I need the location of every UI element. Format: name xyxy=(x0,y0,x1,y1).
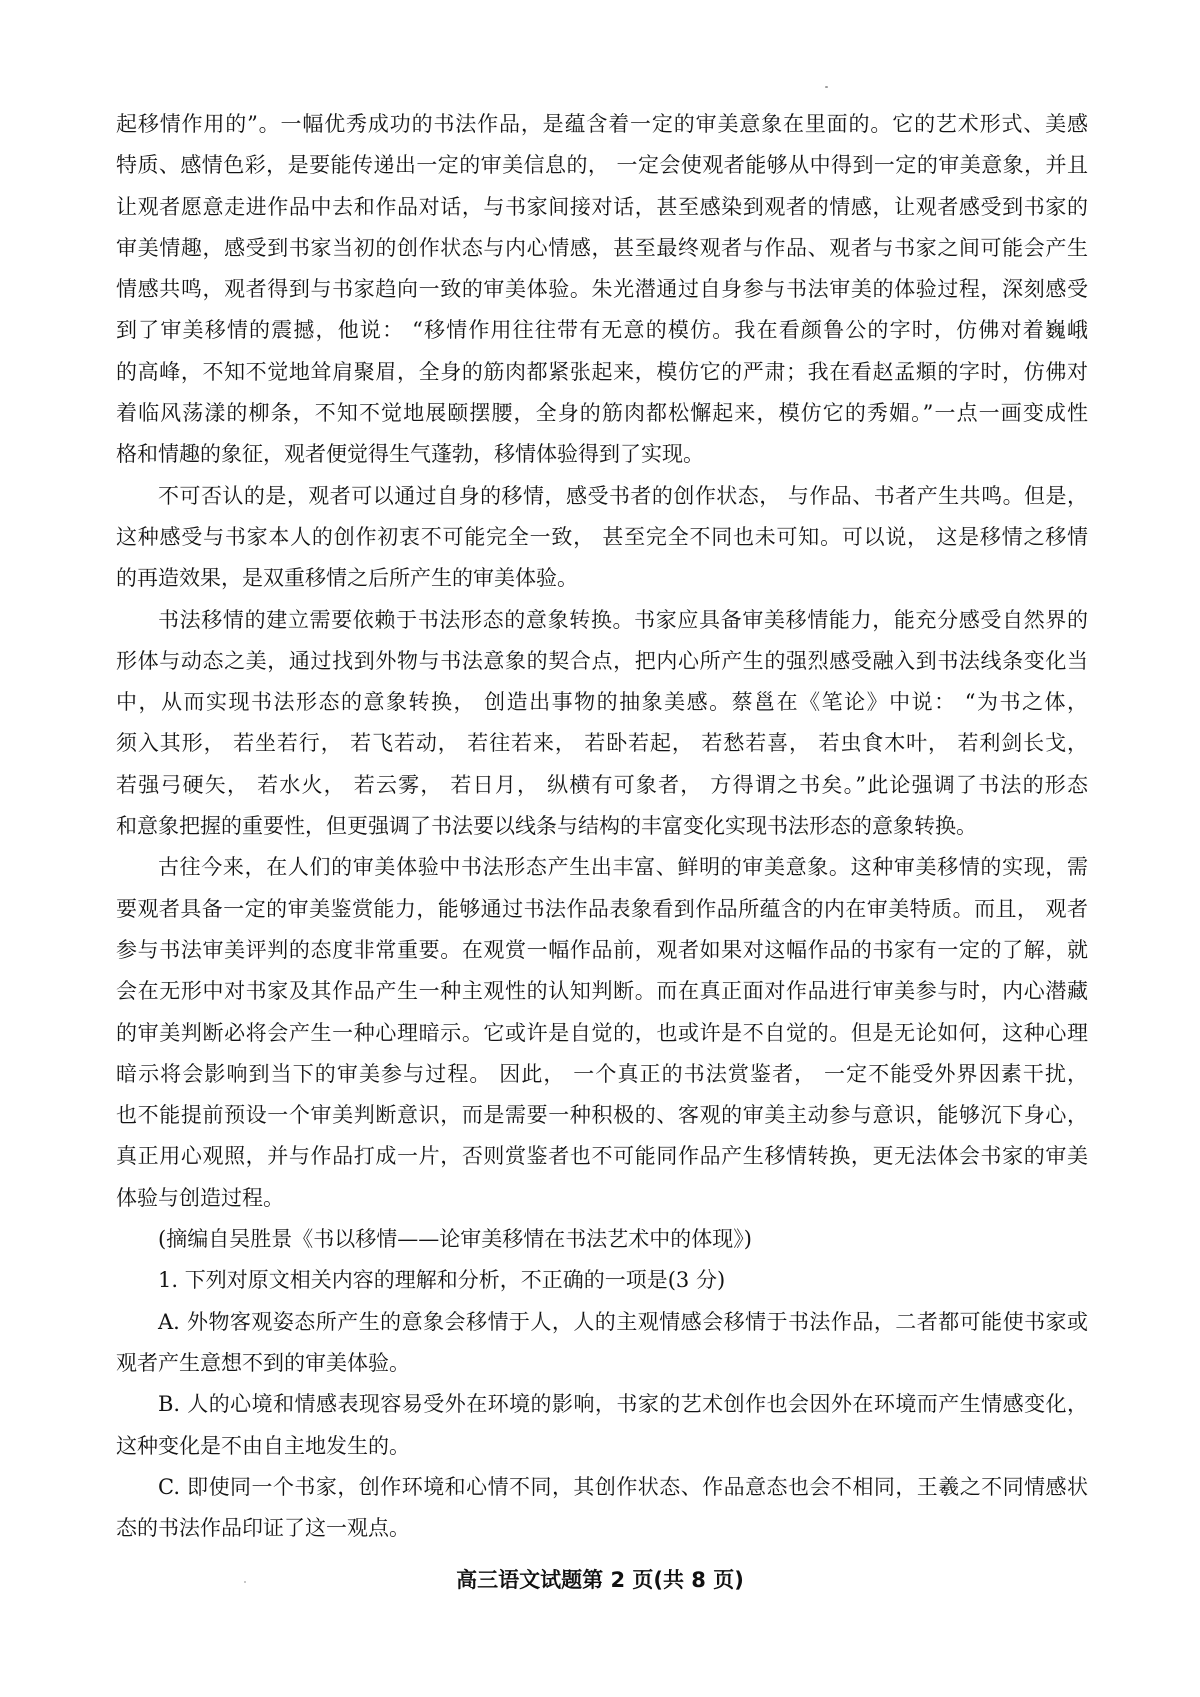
text-line: 审美情趣，感受到书家当初的创作状态与内心情感，甚至最终观者与作品、观者与书家之间可能会产生 xyxy=(116,235,1088,260)
text-line: 起移情作用的”。一幅优秀成功的书法作品，是蕴含着一定的审美意象在里面的。它的艺术形式、美感 xyxy=(116,112,1088,136)
text-line: 体验与创造过程。 xyxy=(116,1185,284,1210)
text-line: 情感共鸣，观者得到与书家趋向一致的审美体验。朱光潜通过自身参与书法审美的体验过程，深刻感受 xyxy=(116,277,1088,302)
page-footer: 高三语文试题第 2 页(共 8 页) xyxy=(456,1568,744,1592)
text-line: 的再造效果，是双重移情之后所产生的审美体验。 xyxy=(116,566,578,591)
text-line: 书法移情的建立需要依赖于书法形态的意象转换。书家应具备审美移情能力，能充分感受自然界的 xyxy=(158,607,1088,632)
text-line: 态的书法作品印证了这一观点。 xyxy=(116,1516,410,1541)
text-line: 若强弓硬矢， 若水火， 若云雾， 若日月， 纵横有可象者， 方得谓之书矣。”此论强调了书法的形态 xyxy=(116,772,1088,797)
text-line: 观者产生意想不到的审美体验。 xyxy=(116,1350,410,1375)
text-line: 这种感受与书家本人的创作初衷不可能完全一致， 甚至完全不同也未可知。可以说， 这是移情之移情 xyxy=(116,524,1088,549)
reading-passage xyxy=(116,104,1088,1260)
text-line: 到了审美移情的震撼，他说： “移情作用往往带有无意的模仿。我在看颜鲁公的字时，仿佛对着巍峨 xyxy=(116,318,1088,343)
text-line: 格和情趣的象征，观者便觉得生气蓬勃，移情体验得到了实现。 xyxy=(116,442,704,467)
text-line: 也不能提前预设一个审美判断意识，而是需要一种积极的、客观的审美主动参与意识，能够沉下身心， xyxy=(116,1103,1088,1128)
text-line: 的高峰，不知不觉地耸肩聚眉，全身的筋肉都紧张起来，模仿它的严肃；我在看赵孟頫的字时，仿佛对 xyxy=(116,359,1088,384)
passage-source xyxy=(116,1219,1088,1260)
option-a xyxy=(116,1302,1088,1385)
text-line: 不可否认的是，观者可以通过自身的移情，感受书者的创作状态， 与作品、书者产生共鸣。但是， xyxy=(158,483,1088,508)
question-stem xyxy=(116,1260,1088,1301)
text-line: 古往今来，在人们的审美体验中书法形态产生出丰富、鲜明的审美意象。这种审美移情的实现，需 xyxy=(158,855,1088,880)
text-line: 1. 下列对原文相关内容的理解和分析，不正确的一项是(3 分) xyxy=(158,1268,726,1293)
text-line: 暗示将会影响到当下的审美参与过程。 因此， 一个真正的书法赏鉴者， 一定不能受外界因素干扰， xyxy=(116,1061,1088,1086)
passage-paragraph-3 xyxy=(116,600,1088,848)
passage-paragraph-4 xyxy=(116,847,1088,1219)
text-line: 形体与动态之美，通过找到外物与书法意象的契合点，把内心所产生的强烈感受融入到书法线条变化当 xyxy=(116,648,1088,673)
text-line: 让观者愿意走进作品中去和作品对话，与书家间接对话，甚至感染到观者的情感，让观者感受到书家的 xyxy=(116,194,1088,219)
text-line: 这种变化是不由自主地发生的。 xyxy=(116,1433,410,1458)
text-line: 的审美判断必将会产生一种心理暗示。它或许是自觉的，也或许是不自觉的。但是无论如何，这种心理 xyxy=(116,1020,1088,1045)
text-line: 会在无形中对书家及其作品产生一种主观性的认知判断。而在真正面对作品进行审美参与时，内心潜藏 xyxy=(116,979,1088,1004)
text-line: (摘编自吴胜景《书以移情——论审美移情在书法艺术中的体现》) xyxy=(158,1227,752,1252)
text-line: C. 即使同一个书家，创作环境和心情不同，其创作状态、作品意态也会不相同，王羲之不同情感状 xyxy=(158,1474,1088,1499)
text-line: 和意象把握的重要性，但更强调了书法要以线条与结构的丰富变化实现书法形态的意象转换。 xyxy=(116,814,977,839)
passage-paragraph-1 xyxy=(116,104,1088,476)
option-b xyxy=(116,1384,1088,1467)
text-line: 中，从而实现书法形态的意象转换， 创造出事物的抽象美感。蔡邕在《笔论》中说： “为书之体， xyxy=(116,690,1088,715)
text-line: 须入其形， 若坐若行， 若飞若动， 若往若来， 若卧若起， 若愁若喜， 若虫食木叶， 若利剑长戈， xyxy=(116,731,1088,756)
text-line: B. 人的心境和情感表现容易受外在环境的影响，书家的艺术创作也会因外在环境而产生情感变化， xyxy=(158,1392,1088,1417)
text-line: 要观者具备一定的审美鉴赏能力，能够通过书法作品表象看到作品所蕴含的内在审美特质。而且， 观者 xyxy=(116,896,1088,921)
scan-speck xyxy=(825,86,828,88)
question-1 xyxy=(116,1260,1088,1549)
text-line: 真正用心观照，并与作品打成一片，否则赏鉴者也不可能同作品产生移情转换，更无法体会书家的审美 xyxy=(116,1144,1088,1169)
text-line: A. 外物客观姿态所产生的意象会移情于人，人的主观情感会移情于书法作品，二者都可能使书家或 xyxy=(158,1309,1088,1334)
text-line: 参与书法审美评判的态度非常重要。在观赏一幅作品前，观者如果对这幅作品的书家有一定的了解，就 xyxy=(116,937,1088,962)
text-line: 着临风荡漾的柳条，不知不觉地展颐摆腰，全身的筋肉都松懈起来，模仿它的秀媚。”一点一画变成性 xyxy=(116,401,1088,426)
text-line: 特质、感情色彩，是要能传递出一定的审美信息的， 一定会使观者能够从中得到一定的审美意象，并且 xyxy=(116,153,1088,178)
passage-paragraph-2 xyxy=(116,476,1088,600)
option-c xyxy=(116,1467,1088,1550)
